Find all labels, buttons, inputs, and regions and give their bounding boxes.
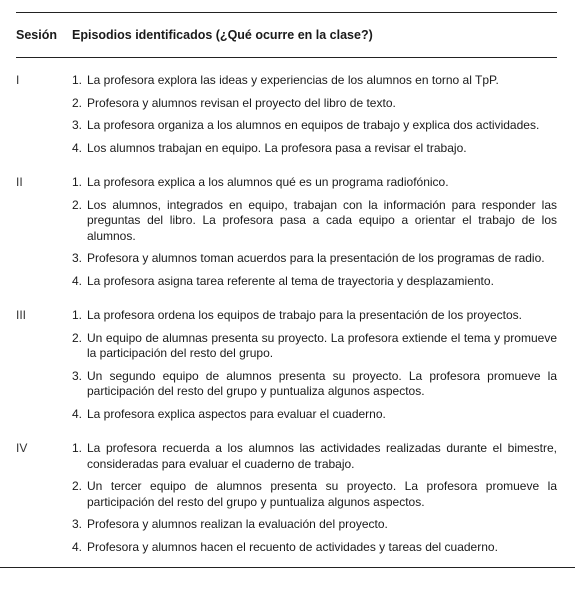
episode-item: [72, 141, 557, 157]
episode-text: La profesora explica a los alumnos qué es un programa radiofónico.: [87, 175, 449, 189]
episode-item: [72, 308, 557, 324]
episode-item: [72, 479, 557, 510]
episode-item: [72, 441, 557, 472]
episode-item: [72, 198, 557, 245]
episode-text: Profesora y alumnos revisan el proyecto del libro de texto.: [87, 95, 396, 110]
episode-number: 4.: [72, 140, 83, 155]
bottom-rule: [0, 567, 575, 568]
episode-item: [72, 407, 557, 423]
episode-item: [72, 331, 557, 362]
episode-text: Profesora y alumnos hacen el recuento de actividades y tareas del cuaderno.: [87, 539, 498, 554]
episode-number: 3.: [72, 517, 83, 531]
episode-text: Un tercer equipo de alumnos presenta su proyecto. La profesora promueve la participación del resto del grupo y puntualiza algunos aspectos.: [87, 479, 557, 509]
episode-number: 1.: [72, 73, 83, 87]
episode-number: 4.: [72, 539, 83, 554]
episode-number: 1.: [72, 175, 83, 189]
episode-item: [72, 118, 557, 134]
episode-text: Profesora y alumnos realizan la evaluación del proyecto.: [87, 517, 388, 531]
episode-text: Profesora y alumnos toman acuerdos para la presentación de los programas de radio.: [87, 251, 545, 265]
episode-item: [72, 73, 557, 89]
episode-number: 2.: [72, 197, 83, 212]
episode-text: La profesora organiza a los alumnos en equipos de trabajo y explica dos actividades.: [87, 118, 540, 132]
session-label: II: [16, 175, 23, 189]
session-row: [16, 73, 557, 163]
sessions-table: [16, 12, 557, 574]
episode-text: La profesora asigna tarea referente al tema de trayectoria y desplazamiento.: [87, 273, 494, 288]
episode-list: [72, 308, 557, 429]
episode-item: [72, 96, 557, 112]
header-session: Sesión: [16, 28, 57, 42]
episode-text: Los alumnos, integrados en equipo, trabajan con la información para responder las preguntas del libro. La profesora pasa a cada equipo a orientar el trabajo de los alumnos.: [87, 197, 557, 243]
episode-number: 4.: [72, 406, 83, 421]
episode-item: [72, 274, 557, 290]
episode-number: 3.: [72, 118, 83, 132]
table-header: [16, 13, 557, 57]
episode-item: [72, 251, 557, 267]
session-label: IV: [16, 441, 28, 455]
episode-list: [72, 175, 557, 296]
session-label: III: [16, 308, 27, 322]
episode-text: La profesora recuerda a los alumnos las actividades realizadas durante el bimestre, consideradas para evaluar el cuaderno de trabajo.: [87, 441, 557, 471]
episode-number: 4.: [72, 273, 83, 288]
episode-number: 1.: [72, 308, 83, 322]
session-row: [16, 175, 557, 296]
episode-number: 3.: [72, 368, 83, 383]
episode-list: [72, 441, 557, 562]
episode-item: [72, 175, 557, 191]
session-row: [16, 441, 557, 562]
episode-text: La profesora explora las ideas y experiencias de los alumnos en torno al TpP.: [87, 73, 499, 87]
episode-text: Un equipo de alumnas presenta su proyecto. La profesora extiende el tema y promueve la participación del resto del grupo.: [87, 330, 557, 360]
episode-text: Los alumnos trabajan en equipo. La profesora pasa a revisar el trabajo.: [87, 140, 467, 155]
episode-number: 2.: [72, 479, 83, 493]
episode-number: 2.: [72, 330, 83, 345]
episode-number: 2.: [72, 95, 83, 110]
episode-list: [72, 73, 557, 163]
episode-number: 1.: [72, 441, 83, 455]
table-body: [16, 58, 557, 562]
episode-item: [72, 540, 557, 556]
episode-number: 3.: [72, 251, 83, 265]
episode-item: [72, 517, 557, 533]
session-label: I: [16, 73, 20, 87]
episode-text: Un segundo equipo de alumnos presenta su proyecto. La profesora promueve la participación del resto del grupo y puntualiza algunos aspectos.: [87, 368, 557, 398]
episode-text: La profesora ordena los equipos de trabajo para la presentación de los proyectos.: [87, 308, 522, 322]
session-row: [16, 308, 557, 429]
header-episodes: Episodios identificados (¿Qué ocurre en la clase?): [72, 28, 373, 42]
episode-text: La profesora explica aspectos para evaluar el cuaderno.: [87, 406, 386, 421]
episode-item: [72, 369, 557, 400]
